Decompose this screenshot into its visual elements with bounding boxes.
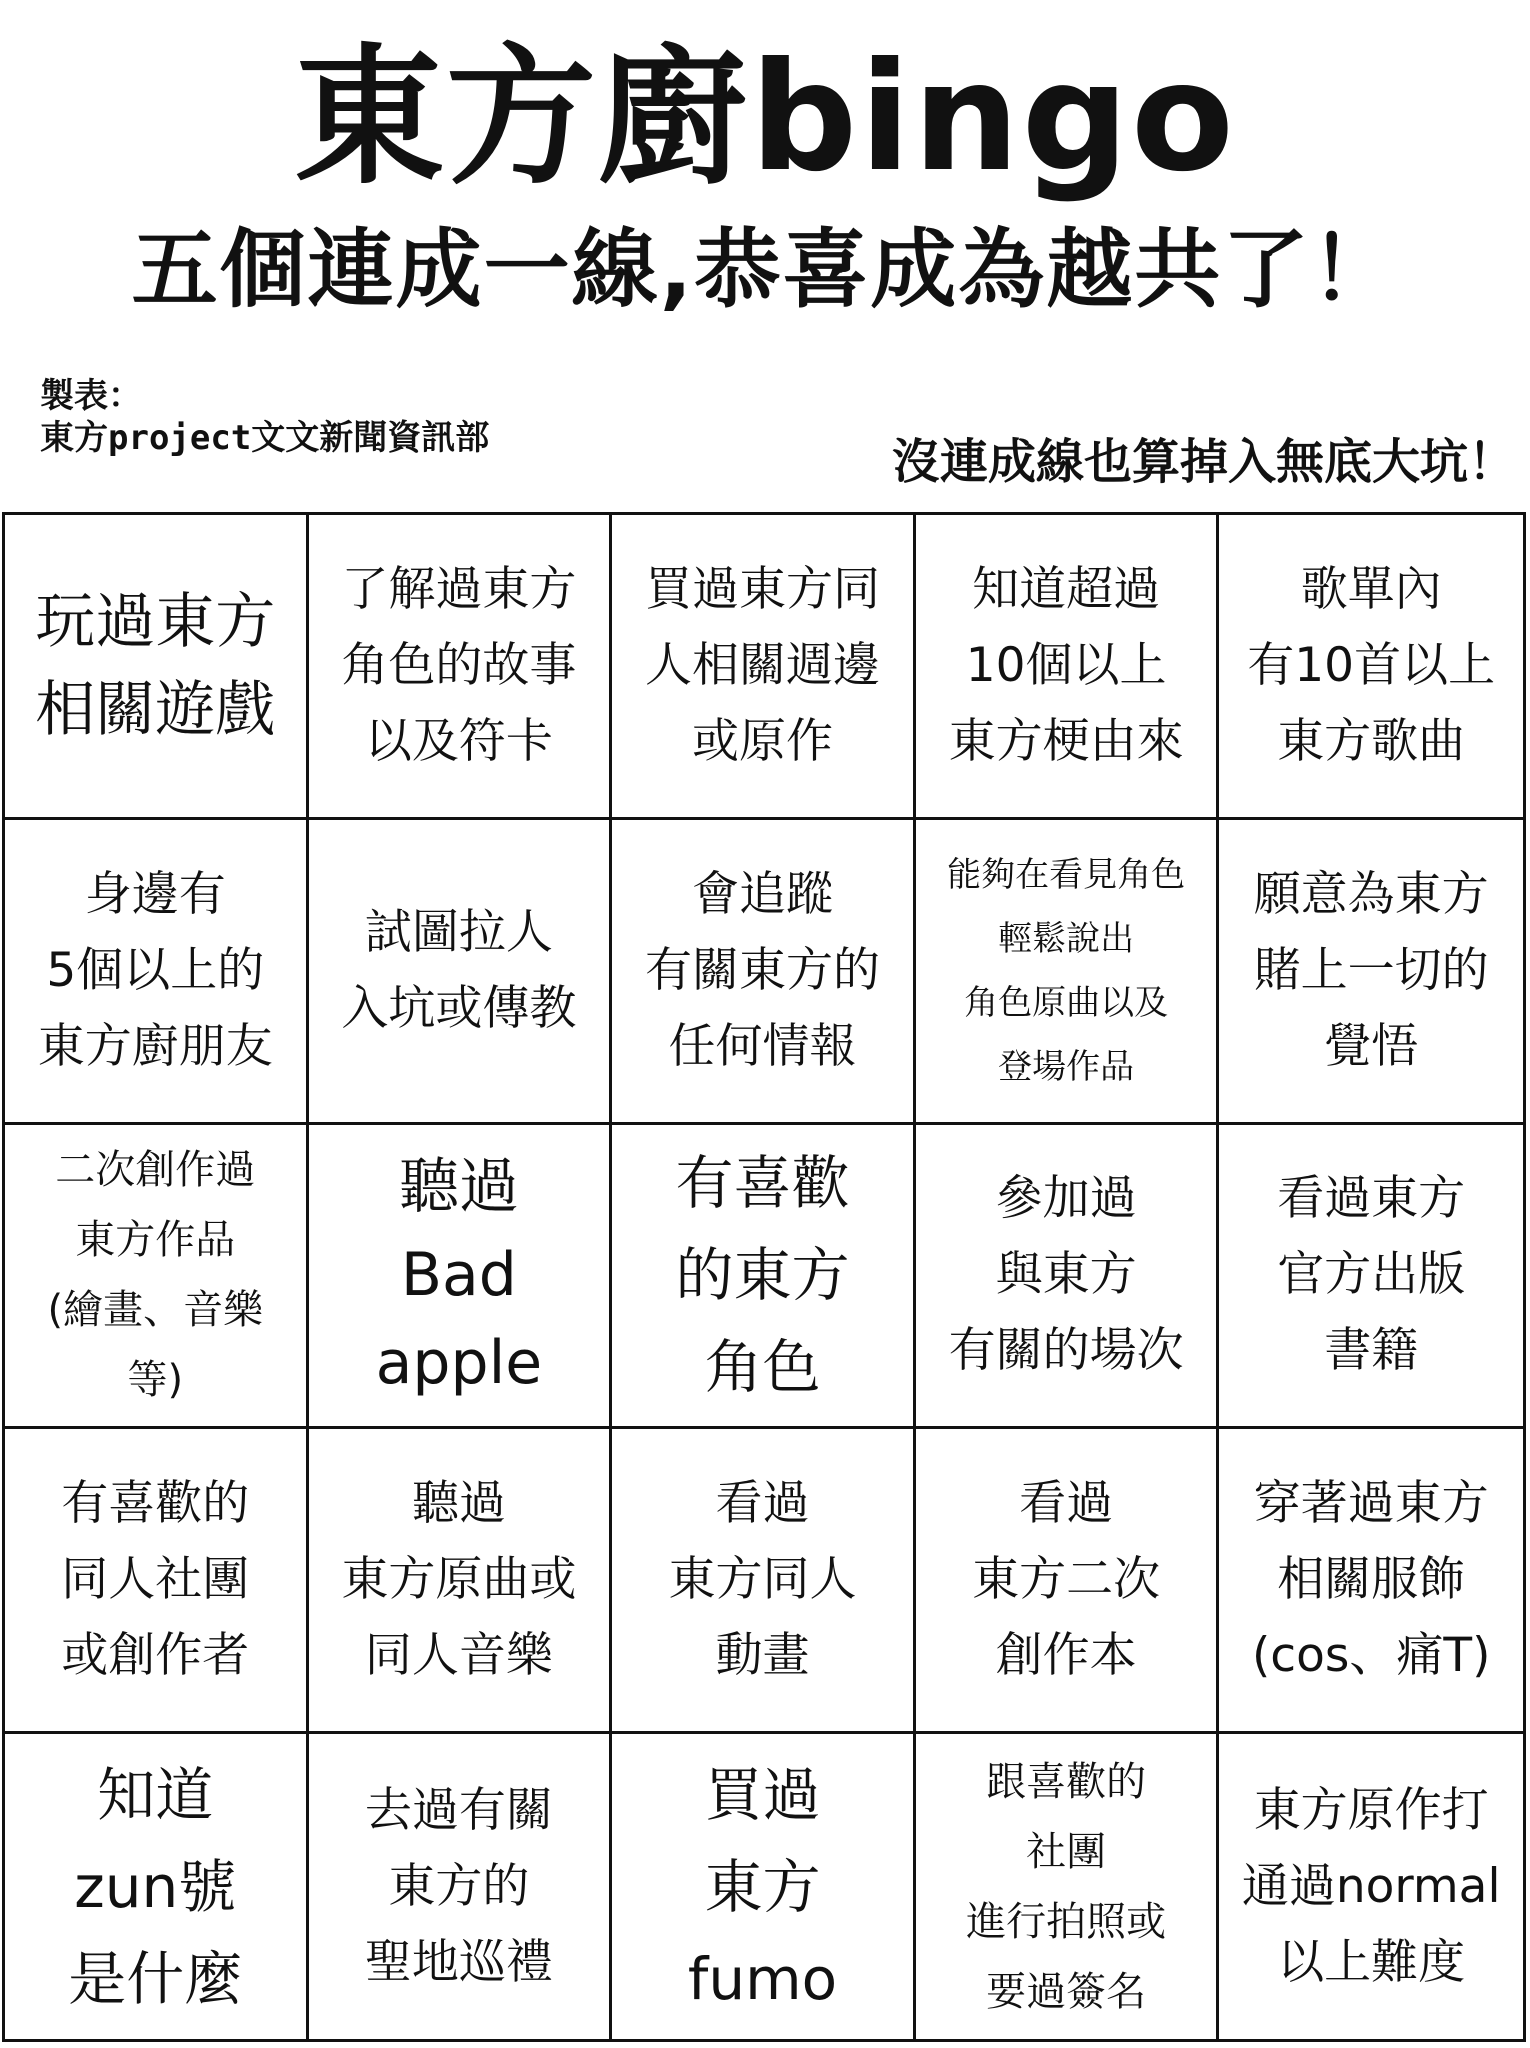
bingo-cell-text: 知道 zun號 是什麼: [68, 1760, 243, 2013]
bingo-cell[interactable]: [1219, 1429, 1523, 1734]
bingo-cell-text: 東方原作打 通過normal 以上難度: [1241, 1782, 1501, 1990]
bingo-cell-text: 聽過 Bad apple: [375, 1152, 543, 1399]
credit-label: 製表：: [40, 376, 142, 416]
bingo-cell-text: 看過 東方二次 創作本: [972, 1476, 1161, 1684]
bingo-cell-text: 玩過東方 相關遊戲: [35, 586, 276, 745]
bingo-cell[interactable]: [309, 515, 613, 820]
bingo-cell[interactable]: [309, 820, 613, 1125]
bingo-cell-text: 試圖拉人 入坑或傳教: [341, 904, 577, 1036]
bingo-cell[interactable]: [916, 1125, 1220, 1430]
bingo-cell[interactable]: [1219, 820, 1523, 1125]
bingo-cell[interactable]: [5, 515, 309, 820]
bingo-cell[interactable]: [5, 820, 309, 1125]
bingo-cell-text: 歌單內 有10首以上 東方歌曲: [1247, 561, 1496, 769]
bingo-cell[interactable]: [916, 1429, 1220, 1734]
bingo-cell[interactable]: [309, 1429, 613, 1734]
bingo-cell[interactable]: [1219, 515, 1523, 820]
bingo-cell-text: 能夠在看見角色 輕鬆說出 角色原曲以及 登場作品: [947, 854, 1186, 1087]
bingo-cell-text: 身邊有 5個以上的 東方廚朋友: [37, 866, 273, 1074]
bingo-cell-text: 看過東方 官方出版 書籍: [1277, 1171, 1466, 1379]
bingo-cell-text: 去過有關 東方的 聖地巡禮: [364, 1782, 553, 1990]
bingo-cell[interactable]: [5, 1734, 309, 2039]
bingo-cell-text: 知道超過 10個以上 東方梗由來: [948, 561, 1184, 769]
bingo-cell[interactable]: [612, 1734, 916, 2039]
tagline: 沒連成線也算掉入無底大坑！: [891, 434, 1516, 490]
bingo-cell[interactable]: [612, 1125, 916, 1430]
bingo-cell[interactable]: [5, 1125, 309, 1430]
bingo-cell[interactable]: [612, 820, 916, 1125]
bingo-cell-text: 看過 東方同人 動畫: [668, 1476, 857, 1684]
bingo-cell-text: 有喜歡 的東方 角色: [675, 1149, 850, 1402]
bingo-cell[interactable]: [309, 1734, 613, 2039]
bingo-cell[interactable]: [1219, 1125, 1523, 1430]
credit-author: 東方project文文新聞資訊部: [40, 418, 490, 458]
bingo-cell-text: 買過 東方 fumo: [687, 1760, 838, 2013]
bingo-cell-text: 會追蹤 有關東方的 任何情報: [644, 866, 880, 1074]
page-title: 東方廚bingo: [293, 31, 1236, 205]
credit-block: [40, 375, 489, 459]
bingo-cell[interactable]: [916, 820, 1220, 1125]
bingo-cell[interactable]: [612, 1429, 916, 1734]
bingo-cell[interactable]: [916, 515, 1220, 820]
bingo-cell-text: 穿著過東方 相關服飾 (cos、痛T): [1251, 1476, 1491, 1684]
bingo-cell-text: 二次創作過 東方作品 (繪畫、音樂 等): [47, 1147, 264, 1404]
bingo-cell-text: 有喜歡的 同人社團 或創作者: [61, 1476, 250, 1684]
bingo-cell-text: 了解過東方 角色的故事 以及符卡: [341, 561, 577, 769]
bingo-cell-text: 願意為東方 賭上一切的 覺悟: [1253, 866, 1489, 1074]
bingo-grid: [2, 512, 1526, 2042]
bingo-cell-text: 聽過 東方原曲或 同人音樂: [341, 1476, 577, 1684]
bingo-cell[interactable]: [916, 1734, 1220, 2039]
bingo-cell-text: 買過東方同 人相關週邊 或原作: [644, 561, 880, 769]
bingo-cell[interactable]: [309, 1125, 613, 1430]
bingo-cell[interactable]: [612, 515, 916, 820]
bingo-cell[interactable]: [5, 1429, 309, 1734]
bingo-cell[interactable]: [1219, 1734, 1523, 2039]
bingo-cell-text: 參加過 與東方 有關的場次: [948, 1171, 1184, 1379]
bingo-cell-text: 跟喜歡的 社團 進行拍照或 要過簽名: [966, 1758, 1167, 2015]
page-subtitle: 五個連成一線,恭喜成為越共了！: [131, 220, 1399, 320]
